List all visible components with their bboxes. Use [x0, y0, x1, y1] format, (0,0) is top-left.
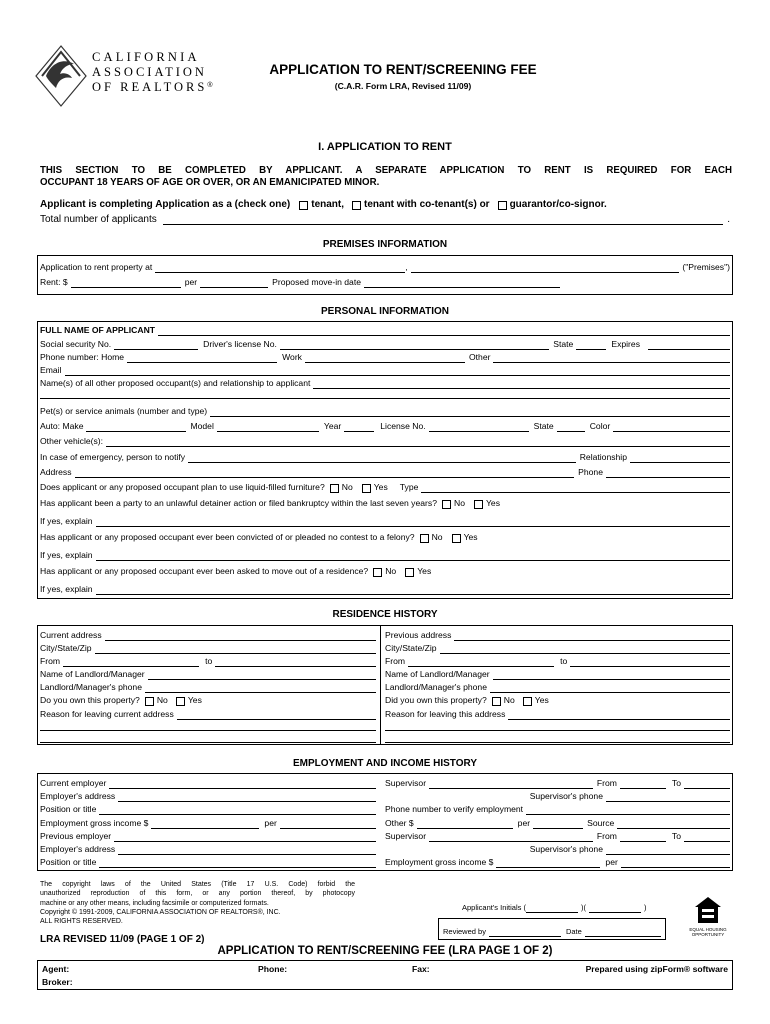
previous-landlord-row: [385, 668, 730, 680]
position-row: [40, 803, 376, 815]
unlawful-question: Has applicant been a party to an unlawful detainer action or filed bankruptcy within the last seven years?: [40, 498, 437, 508]
current-city-row: [40, 642, 376, 654]
furniture-yes-checkbox[interactable]: [362, 484, 371, 493]
other-income-row: [385, 817, 730, 829]
previous-landlord-phone-label: Landlord/Manager's phone: [385, 682, 487, 692]
previous-address-label: Previous address: [385, 630, 452, 640]
reviewed-by-field[interactable]: [489, 928, 561, 937]
furniture-question-row: [40, 481, 730, 493]
reason-previous-label: Reason for leaving this address: [385, 709, 506, 719]
equal-housing-icon: [693, 895, 723, 925]
unlawful-question-row: [40, 497, 500, 509]
realtor-emblem-icon: [34, 44, 88, 108]
supervisor-row: [385, 777, 730, 789]
prev-supervisor-from-field[interactable]: [620, 833, 666, 842]
previous-address-row: [385, 629, 730, 641]
phone-row: [40, 351, 730, 363]
reason-current-line-3[interactable]: [40, 742, 376, 743]
residence-divider: [380, 625, 381, 745]
moveout-yes-label: Yes: [417, 566, 432, 576]
pets-field[interactable]: [210, 408, 730, 417]
gross-income-period-field[interactable]: [280, 820, 376, 829]
unlawful-explain-field[interactable]: [96, 518, 730, 527]
previous-city-field[interactable]: [440, 645, 730, 654]
prev-gross-income-period-field[interactable]: [621, 859, 730, 868]
reviewed-by-label: Reviewed by: [443, 927, 486, 936]
eho-line-2: OPPORTUNITY: [691, 932, 725, 937]
furniture-no-checkbox[interactable]: [330, 484, 339, 493]
premises-city-field[interactable]: [411, 264, 680, 273]
prev-position-label: Position or title: [40, 857, 97, 867]
occupants-row: [40, 377, 730, 389]
logo-line-1: CALIFORNIA: [92, 50, 200, 64]
unlawful-no-checkbox[interactable]: [442, 500, 451, 509]
other-income-field[interactable]: [417, 820, 513, 829]
prev-gross-income-per-label: per: [605, 857, 618, 867]
prev-supervisor-to-label: To: [671, 831, 681, 841]
furniture-type-field[interactable]: [421, 484, 730, 493]
expires-field[interactable]: [648, 341, 730, 350]
unlawful-explain-row: [40, 515, 730, 527]
copyright-line-1: The copyright laws of the United States (Title 17 U.S. Code) forbid the: [40, 881, 355, 888]
own-previous-no-label: No: [503, 695, 515, 705]
felony-explain-field[interactable]: [96, 552, 730, 561]
supervisor-phone-field[interactable]: [606, 793, 730, 802]
initials-label: Applicant's Initials (: [462, 903, 526, 912]
own-previous-row: [385, 694, 549, 706]
total-applicants-label: Total number of applicants: [40, 214, 157, 225]
previous-landlord-phone-row: [385, 681, 730, 693]
supervisor-from-label: From: [596, 778, 617, 788]
current-city-label: City/State/Zip: [40, 643, 92, 653]
copyright-line-3: machine or any other means, including facsimile or computerized formats.: [40, 899, 269, 907]
previous-landlord-phone-field[interactable]: [490, 684, 730, 693]
position-field[interactable]: [99, 806, 376, 815]
own-current-no-label: No: [156, 695, 168, 705]
reviewed-date-field[interactable]: [585, 928, 661, 937]
emergency-field[interactable]: [188, 454, 576, 463]
premises-street-field[interactable]: [155, 262, 408, 273]
prev-supervisor-phone-label: Supervisor's phone: [529, 844, 603, 854]
occupants-field[interactable]: [313, 380, 730, 389]
current-to-label: to: [205, 656, 213, 666]
equal-housing-logo: [686, 895, 730, 947]
rent-label: Rent: $: [40, 277, 68, 287]
previous-employer-row: [40, 830, 376, 842]
auto-state-field[interactable]: [557, 423, 585, 432]
guarantor-option-label: guarantor/co-signor.: [509, 199, 607, 210]
eho-line-1: EQUAL HOUSING: [689, 927, 727, 932]
supervisor-to-field[interactable]: [684, 780, 730, 789]
movein-label: Proposed move-in date: [272, 277, 361, 287]
prev-supervisor-to-field[interactable]: [684, 833, 730, 842]
emergency-address-field[interactable]: [75, 469, 575, 478]
logo-registered-mark: ®: [207, 82, 213, 90]
moveout-explain-label: If yes, explain: [40, 584, 93, 594]
full-name-field[interactable]: [158, 327, 730, 336]
ssn-row: [40, 338, 730, 350]
movein-field[interactable]: [364, 279, 560, 288]
premises-tag: ("Premises"): [682, 262, 730, 272]
auto-year-field[interactable]: [344, 423, 374, 432]
agent-fax-label: Fax:: [412, 964, 430, 974]
moveout-question-row: [40, 565, 431, 577]
felony-explain-label: If yes, explain: [40, 550, 93, 560]
email-row: [40, 364, 730, 376]
copyright-notice: [40, 880, 355, 926]
unlawful-no-label: No: [453, 498, 465, 508]
current-to-field[interactable]: [215, 658, 376, 667]
unlawful-yes-checkbox[interactable]: [474, 500, 483, 509]
initials-row: [462, 901, 646, 913]
prev-supervisor-label: Supervisor: [385, 831, 427, 841]
position-label: Position or title: [40, 804, 97, 814]
previous-to-label: to: [560, 656, 568, 666]
current-from-label: From: [40, 656, 61, 666]
notice-line-1: THIS SECTION TO BE COMPLETED BY APPLICANT. A SEPARATE APPLICATION TO RENT IS REQUIRED FOR EACH: [40, 165, 732, 176]
moveout-yes-checkbox[interactable]: [405, 568, 414, 577]
total-applicants-row: [40, 213, 730, 225]
expires-label: Expires: [611, 339, 640, 349]
current-address-field[interactable]: [105, 632, 376, 641]
unlawful-yes-label: Yes: [485, 498, 501, 508]
own-previous-yes-label: Yes: [534, 695, 549, 705]
license-label: License No.: [380, 421, 426, 431]
felony-yes-label: Yes: [463, 532, 478, 542]
email-label: Email: [40, 365, 62, 375]
section-application-title: I. APPLICATION TO RENT: [318, 141, 452, 153]
reviewed-date-label: Date: [565, 927, 582, 936]
premises-address-row: [40, 261, 730, 273]
current-landlord-row: [40, 668, 376, 680]
auto-model-field[interactable]: [217, 423, 319, 432]
own-current-yes-checkbox[interactable]: [176, 697, 185, 706]
auto-state-label: State: [533, 421, 554, 431]
dl-label: Driver's license No.: [203, 339, 277, 349]
previous-city-label: City/State/Zip: [385, 643, 437, 653]
personal-section-title: PERSONAL INFORMATION: [321, 306, 449, 317]
emergency-row: [40, 451, 730, 463]
prev-position-row: [40, 856, 376, 868]
supervisor-from-field[interactable]: [620, 780, 666, 789]
other-phone-field[interactable]: [493, 354, 730, 363]
copyright-line-5: ALL RIGHTS RESERVED.: [40, 918, 123, 926]
other-vehicles-field[interactable]: [106, 438, 730, 447]
pets-label: Pet(s) or service animals (number and type): [40, 406, 208, 416]
previous-employer-field[interactable]: [114, 833, 376, 842]
furniture-yes-label: Yes: [373, 482, 388, 492]
current-from-field[interactable]: [63, 658, 199, 667]
emergency-phone-label: Phone: [578, 467, 603, 477]
previous-landlord-field[interactable]: [493, 671, 730, 680]
rent-amount-field[interactable]: [71, 279, 181, 288]
supervisor-phone-row: [385, 790, 730, 802]
employer-address-row: [40, 790, 376, 802]
emergency-label: In case of emergency, person to notify: [40, 452, 186, 462]
auto-color-field[interactable]: [613, 423, 730, 432]
reason-current-label: Reason for leaving current address: [40, 709, 174, 719]
previous-from-label: From: [385, 656, 406, 666]
emergency-address-label: Address: [40, 467, 72, 477]
felony-yes-checkbox[interactable]: [452, 534, 461, 543]
current-landlord-phone-row: [40, 681, 376, 693]
reason-previous-line-3[interactable]: [385, 742, 730, 743]
prev-supervisor-field[interactable]: [429, 833, 593, 842]
residence-section-title: RESIDENCE HISTORY: [332, 609, 438, 620]
auto-model-label: Model: [190, 421, 214, 431]
cotenant-checkbox[interactable]: [352, 201, 361, 210]
felony-question: Has applicant or any proposed occupant ever been convicted of or pleaded no contest to a felony?: [40, 532, 415, 542]
zipform-credit: Prepared using zipForm® software: [585, 964, 728, 974]
logo-line-3: OF REALTORS: [92, 80, 208, 94]
supervisor-label: Supervisor: [385, 778, 427, 788]
logo-line-2: ASSOCIATION: [92, 65, 207, 79]
gross-income-row: [40, 817, 376, 829]
prev-position-field[interactable]: [99, 859, 376, 868]
other-income-period-field[interactable]: [533, 820, 583, 829]
prev-supervisor-row: [385, 830, 730, 842]
emergency-address-row: [40, 466, 730, 478]
applicant-type-row: [40, 198, 607, 210]
own-current-row: [40, 694, 202, 706]
other-phone-label: Other: [468, 352, 491, 362]
auto-row: [40, 420, 730, 432]
moveout-explain-field[interactable]: [96, 586, 730, 595]
own-current-yes-label: Yes: [187, 695, 202, 705]
relationship-label: Relationship: [579, 452, 627, 462]
home-phone-field[interactable]: [127, 354, 277, 363]
prev-supervisor-phone-field[interactable]: [606, 846, 730, 855]
verify-phone-row: [385, 803, 730, 815]
dl-state-field[interactable]: [576, 341, 606, 350]
previous-dates-row: [385, 655, 730, 667]
current-landlord-label: Name of Landlord/Manager: [40, 669, 145, 679]
form-subtitle: (C.A.R. Form LRA, Revised 11/09): [334, 81, 472, 91]
felony-no-label: No: [431, 532, 443, 542]
cotenant-option-label: tenant with co-tenant(s) or: [364, 199, 490, 210]
ssn-label: Social security No.: [40, 339, 112, 349]
moveout-question: Has applicant or any proposed occupant ever been asked to move out of a residence?: [40, 566, 369, 576]
verify-phone-label: Phone number to verify employment: [385, 804, 524, 814]
auto-make-field[interactable]: [86, 423, 186, 432]
current-city-field[interactable]: [95, 645, 376, 654]
prev-employer-address-row: [40, 843, 376, 855]
reason-current-row: [40, 708, 376, 720]
dl-field[interactable]: [280, 341, 549, 350]
work-phone-field[interactable]: [305, 354, 465, 363]
reviewed-row: [443, 925, 661, 937]
moveout-no-label: No: [385, 566, 397, 576]
furniture-type-label: Type: [399, 482, 419, 492]
total-applicants-period: .: [727, 214, 730, 225]
furniture-no-label: No: [341, 482, 353, 492]
agent-label: Agent:: [42, 964, 70, 974]
copyright-line-2: unauthorized reproduction of this form, or any portion thereof, by photocopy: [40, 890, 355, 898]
supervisor-to-label: To: [671, 778, 681, 788]
felony-question-row: [40, 531, 478, 543]
home-phone-label: Phone number: Home: [40, 352, 125, 362]
current-address-label: Current address: [40, 630, 102, 640]
agent-phone-label: Phone:: [258, 964, 288, 974]
reason-previous-row: [385, 708, 730, 720]
initials-field-1[interactable]: [526, 904, 578, 913]
gross-income-field[interactable]: [151, 820, 259, 829]
other-vehicles-label: Other vehicle(s):: [40, 436, 104, 446]
prev-supervisor-phone-row: [385, 843, 730, 855]
auto-make-label: Auto: Make: [40, 421, 84, 431]
source-field[interactable]: [617, 820, 730, 829]
applicant-type-label: Applicant is completing Application as a (check one): [40, 199, 291, 210]
current-dates-row: [40, 655, 376, 667]
own-previous-label: Did you own this property?: [385, 695, 487, 705]
prev-employer-address-label: Employer's address: [40, 844, 116, 854]
tenant-option-label: tenant,: [311, 199, 345, 210]
page-footer-title: APPLICATION TO RENT/SCREENING FEE (LRA PAGE 1 OF 2): [217, 945, 553, 957]
rent-row: [40, 276, 560, 288]
auto-year-label: Year: [323, 421, 342, 431]
work-phone-label: Work: [282, 352, 302, 362]
previous-to-field[interactable]: [570, 658, 730, 667]
copyright-line-4: Copyright © 1991-2009, CALIFORNIA ASSOCIATION OF REALTORS®, INC.: [40, 908, 281, 916]
other-income-label: Other $: [385, 818, 414, 828]
prev-supervisor-from-label: From: [596, 831, 617, 841]
notice-line-2: OCCUPANT 18 YEARS OF AGE OR OVER, OR AN EMANICIPATED MINOR.: [40, 177, 380, 188]
tenant-checkbox[interactable]: [299, 201, 308, 210]
furniture-question: Does applicant or any proposed occupant plan to use liquid-filled furniture?: [40, 482, 325, 492]
rent-per-label: per: [184, 277, 198, 287]
relationship-field[interactable]: [630, 454, 730, 463]
previous-from-field[interactable]: [408, 658, 554, 667]
own-current-label: Do you own this property?: [40, 695, 140, 705]
previous-landlord-label: Name of Landlord/Manager: [385, 669, 490, 679]
license-field[interactable]: [429, 423, 529, 432]
current-employer-label: Current employer: [40, 778, 107, 788]
full-name-row: [40, 324, 730, 336]
prev-gross-income-field[interactable]: [496, 859, 600, 868]
auto-color-label: Color: [589, 421, 611, 431]
reason-previous-line-2[interactable]: [385, 730, 730, 731]
own-previous-yes-checkbox[interactable]: [523, 697, 532, 706]
other-vehicles-row: [40, 435, 730, 447]
initials-field-2[interactable]: [589, 904, 641, 913]
reason-previous-field[interactable]: [508, 711, 730, 720]
gross-income-per-label: per: [264, 818, 277, 828]
dl-state-label: State: [553, 339, 574, 349]
unlawful-explain-label: If yes, explain: [40, 516, 93, 526]
employment-section-title: EMPLOYMENT AND INCOME HISTORY: [292, 758, 478, 769]
moveout-explain-row: [40, 583, 730, 595]
ssn-field[interactable]: [114, 341, 198, 350]
supervisor-phone-label: Supervisor's phone: [529, 791, 603, 801]
full-name-label: FULL NAME OF APPLICANT: [40, 325, 156, 335]
occupants-label: Name(s) of all other proposed occupant(s) and relationship to applicant: [40, 378, 311, 388]
total-applicants-field[interactable]: [163, 216, 723, 225]
gross-income-label: Employment gross income $: [40, 818, 149, 828]
prev-gross-income-row: [385, 856, 730, 868]
email-field[interactable]: [65, 367, 731, 376]
felony-no-checkbox[interactable]: [420, 534, 429, 543]
current-address-row: [40, 629, 376, 641]
guarantor-checkbox[interactable]: [498, 201, 507, 210]
occupants-extra-line[interactable]: [40, 398, 730, 399]
employer-address-field[interactable]: [118, 793, 376, 802]
previous-address-field[interactable]: [454, 632, 730, 641]
own-previous-no-checkbox[interactable]: [492, 697, 501, 706]
reason-current-line-2[interactable]: [40, 730, 376, 731]
felony-explain-row: [40, 549, 730, 561]
premises-comma: ,: [405, 262, 408, 272]
own-current-no-checkbox[interactable]: [145, 697, 154, 706]
supervisor-field[interactable]: [429, 780, 593, 789]
moveout-no-checkbox[interactable]: [373, 568, 382, 577]
broker-label: Broker:: [42, 977, 73, 987]
current-employer-row: [40, 777, 376, 789]
previous-city-row: [385, 642, 730, 654]
car-logo: [34, 44, 224, 114]
emergency-phone-field[interactable]: [606, 469, 730, 478]
revision-label: LRA REVISED 11/09 (PAGE 1 OF 2): [40, 934, 205, 945]
rent-period-field[interactable]: [200, 279, 268, 288]
verify-phone-field[interactable]: [526, 806, 730, 815]
current-landlord-phone-label: Landlord/Manager's phone: [40, 682, 142, 692]
premises-section-title: PREMISES INFORMATION: [322, 239, 448, 250]
previous-employer-label: Previous employer: [40, 831, 112, 841]
form-title: APPLICATION TO RENT/SCREENING FEE: [269, 62, 537, 77]
employer-address-label: Employer's address: [40, 791, 116, 801]
pets-row: [40, 405, 730, 417]
current-landlord-phone-field[interactable]: [145, 684, 376, 693]
current-employer-field[interactable]: [109, 780, 376, 789]
prev-gross-income-label: Employment gross income $: [385, 857, 494, 867]
initials-separator: )(: [580, 903, 586, 912]
source-label: Source: [587, 818, 615, 828]
premises-address-label: Application to rent property at: [40, 262, 153, 272]
other-income-per-label: per: [517, 818, 531, 828]
initials-close: ): [643, 903, 647, 912]
reason-current-field[interactable]: [177, 711, 376, 720]
current-landlord-field[interactable]: [148, 671, 376, 680]
prev-employer-address-field[interactable]: [118, 846, 376, 855]
